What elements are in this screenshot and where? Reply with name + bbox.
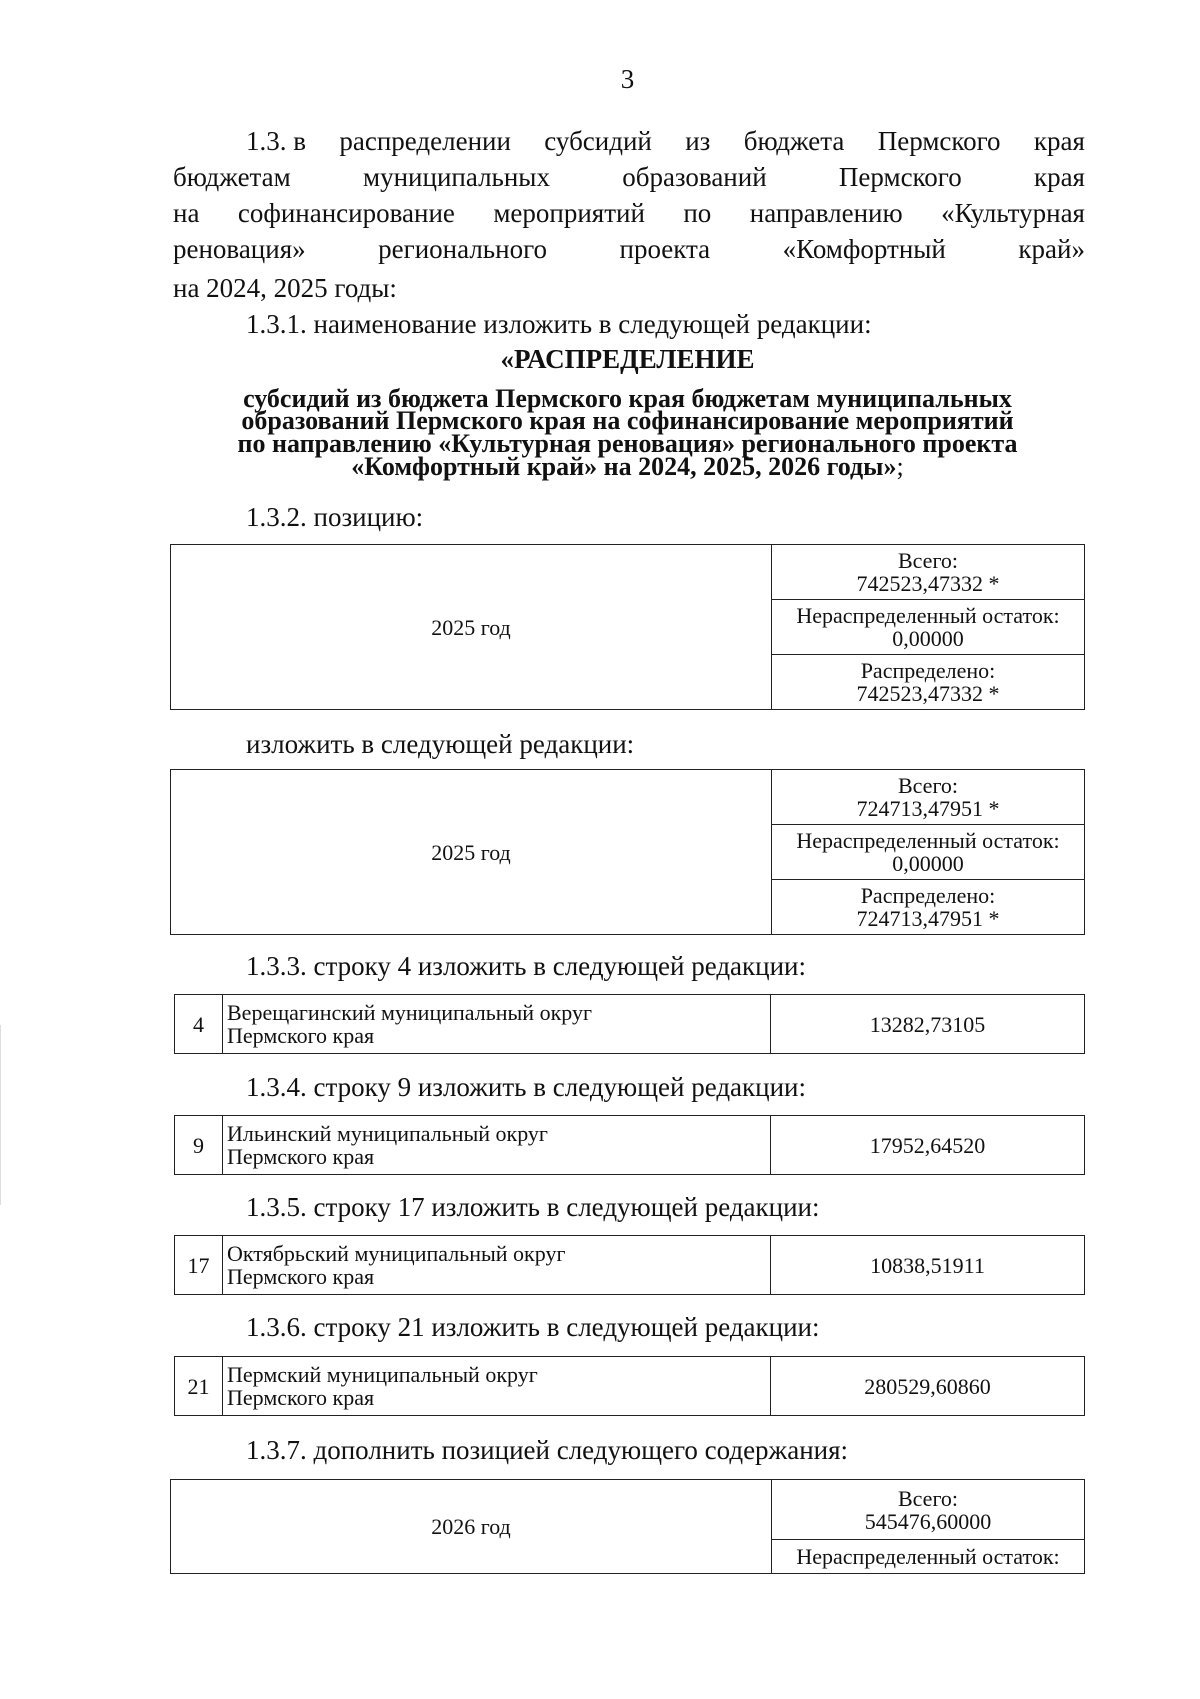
row-number: 21 [175, 1357, 223, 1416]
table-2026 [170, 1479, 1085, 1574]
table-new-2025 [170, 769, 1085, 935]
year-cell: 2025 год [171, 545, 772, 710]
municipality-name [223, 1357, 771, 1416]
subsidy-value: 280529,60860 [771, 1357, 1085, 1416]
municipality-name [223, 995, 771, 1054]
item-1-3-1: 1.3.1. наименование изложить в следующей редакции: [246, 309, 872, 339]
name-line-2: Пермского края [227, 1023, 375, 1048]
total-cell [772, 770, 1085, 825]
name-line-1: Ильинский муниципальный округ [227, 1121, 548, 1146]
paragraph-line [173, 198, 1085, 234]
word: мероприятий [493, 198, 645, 228]
title-line-bold: «Комфортный край» на 2024, 2025, 2026 годы» [351, 452, 897, 481]
row-number: 4 [175, 995, 223, 1054]
word: реновация» [173, 234, 306, 264]
item-1-3-7: 1.3.7. дополнить позицией следующего содержания: [246, 1435, 849, 1465]
table-row-21 [174, 1356, 1085, 1416]
word: направлению [749, 198, 903, 228]
distributed-cell [772, 880, 1085, 935]
table-row-9 [174, 1115, 1085, 1175]
rest-cell [772, 825, 1085, 880]
word: по [683, 198, 712, 228]
page-number: 3 [620, 64, 635, 94]
name-line-1: Октябрьский муниципальный округ [227, 1241, 566, 1266]
year-cell: 2026 год [171, 1480, 772, 1574]
distributed-label: Распределено: [860, 883, 996, 908]
title-line-tail: ; [896, 452, 904, 481]
distributed-value: 724713,47951 * [856, 906, 1000, 931]
total-label: Всего: [897, 773, 959, 798]
document-heading: «РАСПРЕДЕЛЕНИЕ [500, 344, 755, 374]
scan-edge-mark [0, 1025, 1, 1205]
subsidy-value: 10838,51911 [771, 1236, 1085, 1295]
word: муниципальных [363, 162, 550, 192]
row-number: 17 [175, 1236, 223, 1295]
word: софинансирование [237, 198, 455, 228]
total-value: 545476,60000 [864, 1508, 992, 1534]
rest-label: Нераспределенный остаток: [796, 828, 1060, 853]
word: 1.3. в [246, 126, 306, 156]
paragraph-line [246, 126, 1085, 162]
row-number: 9 [175, 1116, 223, 1175]
title-line [0, 452, 1200, 481]
municipality-name [223, 1236, 771, 1295]
word: субсидий [544, 126, 652, 156]
paragraph-line [173, 234, 1085, 270]
total-cell [772, 545, 1085, 600]
item-1-3-6: 1.3.6. строку 21 изложить в следующей редакции: [246, 1312, 820, 1342]
name-line-2: Пермского края [227, 1385, 375, 1410]
paragraph-line [173, 162, 1085, 198]
name-line-2: Пермского края [227, 1264, 375, 1289]
word: на [173, 198, 200, 228]
total-value: 742523,47332 * [856, 571, 1000, 596]
total-label: Всего: [897, 1485, 959, 1511]
title-line: по направлению «Культурная реновация» регионального проекта [237, 429, 1018, 458]
name-line-1: Верещагинский муниципальный округ [227, 1000, 592, 1025]
rest-value: 0,00000 [892, 626, 964, 651]
total-label: Всего: [897, 548, 959, 573]
total-value: 724713,47951 * [856, 796, 1000, 821]
name-line-2: Пермского края [227, 1144, 375, 1169]
distributed-value: 742523,47332 * [856, 681, 1000, 706]
word: края [1033, 126, 1085, 156]
replace-text: изложить в следующей редакции: [246, 729, 635, 759]
total-cell [772, 1480, 1085, 1540]
rest-value: 0,00000 [892, 851, 964, 876]
subsidy-value: 13282,73105 [771, 995, 1085, 1054]
name-line-1: Пермский муниципальный округ [227, 1362, 538, 1387]
paragraph-last-line: на 2024, 2025 годы: [173, 273, 397, 303]
title-line: образований Пермского края на софинансирование мероприятий [241, 406, 1014, 435]
word: бюджетам [173, 162, 291, 192]
year-cell: 2025 год [171, 770, 772, 935]
title-line: субсидий из бюджета Пермского края бюджетам муниципальных [243, 384, 1012, 413]
word: Пермского [877, 126, 1001, 156]
word: Пермского [838, 162, 962, 192]
word: «Культурная [941, 198, 1085, 228]
word: распределении [339, 126, 511, 156]
rest-cell: Нераспределенный остаток: [772, 1540, 1085, 1574]
distributed-cell [772, 655, 1085, 710]
item-1-3-4: 1.3.4. строку 9 изложить в следующей редакции: [246, 1072, 807, 1102]
word: «Комфортный [782, 234, 946, 264]
item-1-3-5: 1.3.5. строку 17 изложить в следующей редакции: [246, 1192, 820, 1222]
word: регионального [378, 234, 547, 264]
word: проекта [619, 234, 711, 264]
distributed-label: Распределено: [860, 658, 996, 683]
word: края [1033, 162, 1085, 192]
subsidy-value: 17952,64520 [771, 1116, 1085, 1175]
rest-label: Нераспределенный остаток: [796, 603, 1060, 628]
item-1-3-3: 1.3.3. строку 4 изложить в следующей редакции: [246, 951, 807, 981]
table-old-2025 [170, 544, 1085, 710]
word: бюджета [743, 126, 845, 156]
table-row-4 [174, 994, 1085, 1054]
word: из [685, 126, 711, 156]
municipality-name [223, 1116, 771, 1175]
word: край» [1018, 234, 1085, 264]
word: образований [622, 162, 767, 192]
rest-cell [772, 600, 1085, 655]
item-1-3-2: 1.3.2. позицию: [246, 502, 424, 532]
table-row-17 [174, 1235, 1085, 1295]
